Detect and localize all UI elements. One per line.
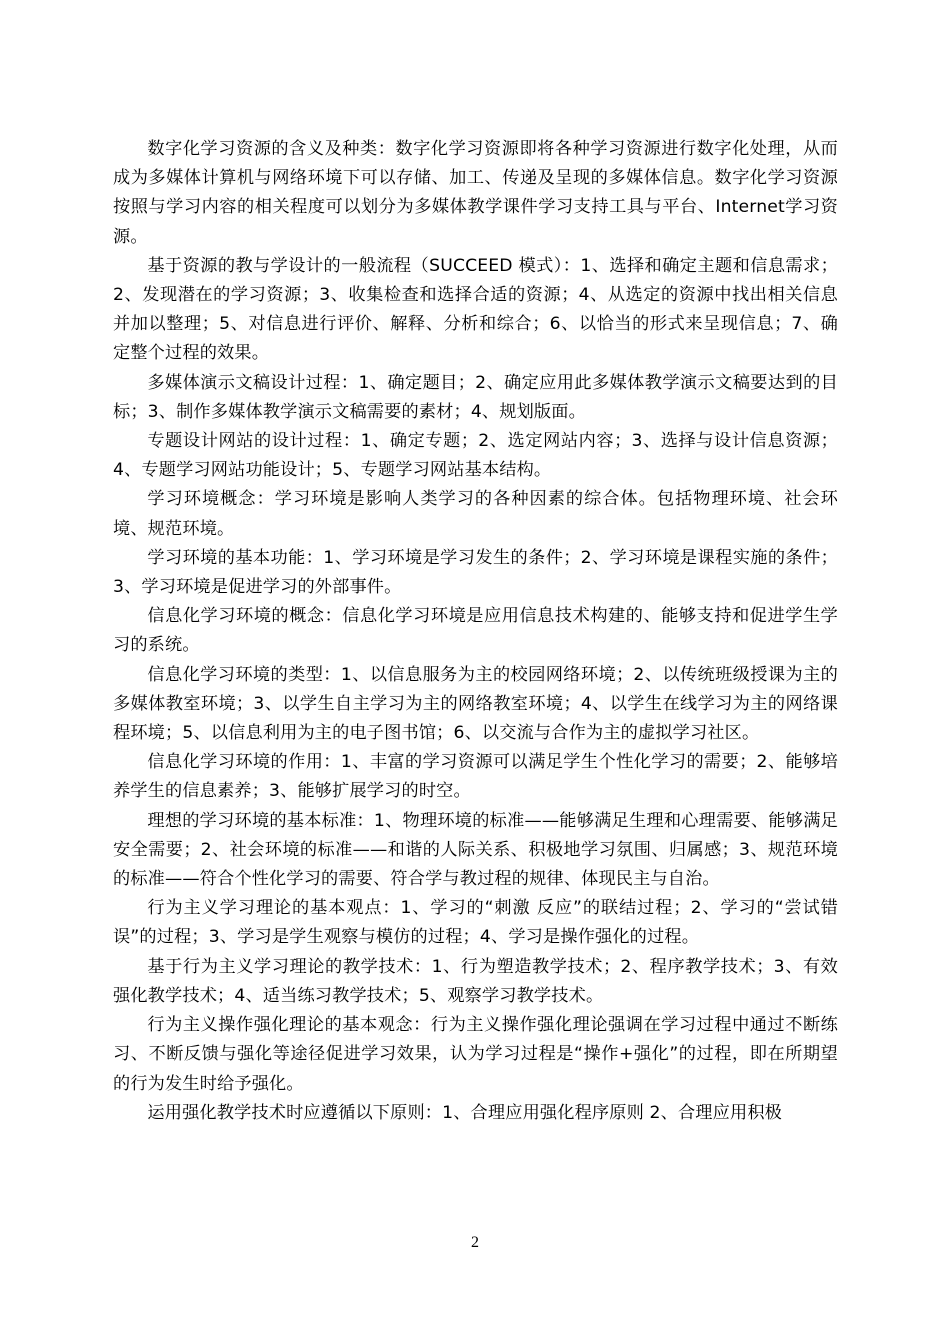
- paragraph-digital-resources: 数字化学习资源的含义及种类：数字化学习资源即将各种学习资源进行数字化处理，从而成为多媒体计算机与网络环境下可以存储、加工、传递及呈现的多媒体信息。数字化学习资源按照与学习内容的相关程度可以划分为多媒体教学课件学习支持工具与平台、Internet学习资源。: [113, 139, 838, 247]
- paragraph-behaviorism-views: 行为主义学习理论的基本观点：1、学习的“刺激 反应”的联结过程；2、学习的“尝试错误”的过程；3、学习是学生观察与模仿的过程；4、学习是操作强化的过程。: [113, 898, 838, 948]
- paragraph-topic-website: 专题设计网站的设计过程：1、确定专题；2、选定网站内容；3、选择与设计信息资源；4、专题学习网站功能设计；5、专题学习网站基本结构。: [113, 431, 838, 481]
- paragraph-multimedia-presentation: 多媒体演示文稿设计过程：1、确定题目；2、确定应用此多媒体教学演示文稿要达到的目标；3、制作多媒体教学演示文稿需要的素材；4、规划版面。: [113, 372, 838, 422]
- paragraph-operant-reinforcement: 行为主义操作强化理论的基本观念：行为主义操作强化理论强调在学习过程中通过不断练习、不断反馈与强化等途径促进学习效果，认为学习过程是“操作+强化”的过程，即在所期望的行为发生时给予强化。: [113, 1015, 838, 1094]
- paragraph-succeed-model: 基于资源的教与学设计的一般流程（SUCCEED 模式）：1、选择和确定主题和信息需求；2、发现潜在的学习资源；3、收集检查和选择合适的资源；4、从选定的资源中找出相关信息并加以整理；5、对信息进行评价、解释、分析和综合；6、以恰当的形式来呈现信息；7、确定整个过程的效果。: [113, 255, 838, 364]
- paragraph-ideal-environment-standards: 理想的学习环境的基本标准：1、物理环境的标准——能够满足生理和心理需要、能够满足安全需要；2、社会环境的标准——和谐的人际关系、积极地学习氛围、归属感；3、规范环境的标准——符合个性化学习的需要、符合学与教过程的规律、体现民主与自治。: [113, 810, 838, 890]
- document-body: [113, 135, 838, 1128]
- paragraph-learning-environment-functions: 学习环境的基本功能：1、学习环境是学习发生的条件；2、学习环境是课程实施的条件；3、学习环境是促进学习的外部事件。: [113, 547, 838, 598]
- paragraph-reinforcement-principles: 运用强化教学技术时应遵循以下原则：1、合理应用强化程序原则 2、合理应用积极: [147, 1102, 782, 1123]
- paragraph-behaviorism-techniques: 基于行为主义学习理论的教学技术：1、行为塑造教学技术；2、程序教学技术；3、有效强化教学技术；4、适当练习教学技术；5、观察学习教学技术。: [113, 956, 838, 1006]
- paragraph-it-environment-concept: 信息化学习环境的概念：信息化学习环境是应用信息技术构建的、能够支持和促进学生学习的系统。: [113, 606, 838, 656]
- paragraph-it-environment-roles: 信息化学习环境的作用：1、丰富的学习资源可以满足学生个性化学习的需要；2、能够培养学生的信息素养；3、能够扩展学习的时空。: [113, 752, 838, 802]
- paragraph-learning-environment-concept: 学习环境概念：学习环境是影响人类学习的各种因素的综合体。包括物理环境、社会环境、规范环境。: [113, 489, 838, 539]
- paragraph-it-environment-types: 信息化学习环境的类型：1、以信息服务为主的校园网络环境；2、以传统班级授课为主的多媒体教室环境；3、以学生自主学习为主的网络教室环境；4、以学生在线学习为主的网络课程环境；5、以信息利用为主的电子图书馆；6、以交流与合作为主的虚拟学习社区。: [113, 664, 838, 744]
- page-number: 2: [471, 1234, 479, 1251]
